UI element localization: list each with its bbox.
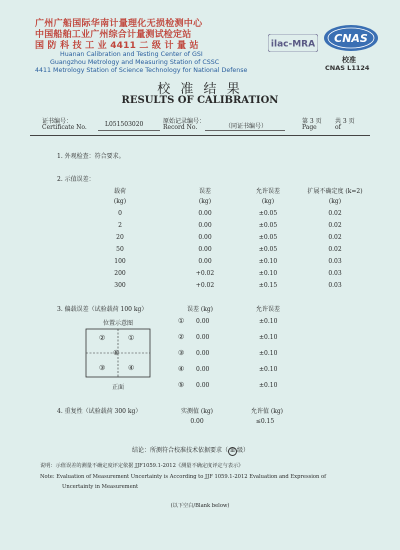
ilac-mra-logo (268, 34, 318, 52)
note-en-line-1: Note: Evaluation of Measurement Uncertainty is According to JJF 1059.1-2012 Evaluation and Expression of (40, 474, 327, 480)
eccentric-col-allowed: 允许误差 (255, 306, 281, 313)
section-eccentric-heading: 3. 偏载误差（试验载荷 100 kg） (57, 306, 148, 313)
uncertainty-value: 0.03 (328, 270, 342, 277)
section-appearance: 1. 外观检查：符合要求。 (57, 153, 125, 160)
section-repeatability-heading: 4. 重复性（试验载荷 300 kg） (57, 408, 142, 415)
unit-load: (kg) (113, 198, 127, 205)
cnas-logo (323, 24, 379, 52)
allowed-value: ±0.05 (258, 222, 278, 229)
load-value: 50 (116, 246, 124, 253)
unit-error: (kg) (198, 198, 212, 205)
cnas-label-zh: 校准 (342, 56, 356, 64)
marker-position-3: ③ (99, 364, 106, 372)
cert-number: L051503020 (105, 121, 144, 128)
record-label-zh: 原始记录编号： (163, 118, 206, 125)
allowed-value: ±0.10 (259, 318, 278, 325)
uncertainty-value: 0.03 (328, 258, 342, 265)
cnas-number: CNAS L1124 (325, 64, 370, 72)
record-label-en: Record No. (163, 124, 198, 131)
error-value: 0.00 (196, 334, 210, 341)
error-value: +0.02 (195, 270, 215, 277)
unit-uncertainty: (kg) (328, 198, 342, 205)
load-value: 200 (114, 270, 126, 277)
accuracy-class-badge: Ⅲ (228, 447, 237, 456)
error-value: 0.00 (198, 210, 212, 217)
note-en-line-2: Uncertainty in Measurement (62, 484, 139, 490)
section-indication-error-heading: 2. 示值误差： (57, 176, 95, 183)
conclusion (132, 445, 249, 456)
repeatability-measured-value: 0.00 (190, 418, 204, 425)
error-value: 0.00 (198, 258, 212, 265)
allowed-value: ±0.10 (258, 270, 278, 277)
position-marker: ④ (178, 365, 185, 373)
error-value: 0.00 (198, 222, 212, 229)
conclusion-suffix: 级） (237, 447, 250, 454)
position-marker: ① (178, 317, 185, 325)
svg-text:CNAS: CNAS (334, 32, 368, 45)
page-of-en: of (335, 124, 341, 131)
uncertainty-value: 0.02 (328, 234, 342, 241)
page-number-zh: 第 3 页 (302, 118, 322, 125)
uncertainty-value: 0.02 (328, 246, 342, 253)
col-header-allowed: 允许误差 (255, 188, 281, 195)
svg-text:ilac-MRA: ilac-MRA (270, 39, 316, 50)
position-marker: ③ (178, 349, 185, 357)
uncertainty-value: 0.02 (328, 210, 342, 217)
org-name-zh-1: 广州广船国际华南计量理化无损检测中心 (35, 19, 203, 29)
uncertainty-value: 0.02 (328, 222, 342, 229)
record-number: （同证书编号） (225, 123, 268, 130)
col-header-uncertainty: 扩展不确定度 (k=2) (307, 188, 363, 195)
load-value: 20 (116, 234, 124, 241)
allowed-value: ±0.10 (259, 382, 278, 389)
load-value: 0 (118, 210, 122, 217)
uncertainty-value: 0.03 (328, 282, 342, 289)
blank-below-note: (以下空白/Blank below) (170, 503, 230, 509)
org-name-en-2: Guangzhou Metrology and Measuring Station of CSSC (50, 59, 220, 66)
allowed-value: ±0.05 (258, 234, 278, 241)
allowed-value: ±0.05 (258, 246, 278, 253)
col-header-load: 载荷 (113, 188, 127, 195)
error-value: 0.00 (198, 246, 212, 253)
repeatability-col-measured: 实测值 (kg) (180, 408, 214, 415)
title-zh: 校 准 结 果 (157, 82, 243, 97)
cert-label-en: Certificate No. (42, 124, 87, 131)
load-value: 2 (118, 222, 122, 229)
cert-label-zh: 证书编号： (42, 118, 73, 125)
error-value: +0.02 (195, 282, 215, 289)
marker-position-2: ② (99, 334, 106, 342)
load-value: 100 (114, 258, 126, 265)
org-name-en-3: 4411 Metrology Station of Science Technology for National Defense (35, 67, 248, 74)
error-value: 0.00 (196, 350, 210, 357)
marker-position-4: ④ (128, 364, 135, 372)
position-marker: ② (178, 333, 185, 341)
org-name-en-1: Huanan Calibration and Testing Center of GSI (60, 51, 203, 58)
error-value: 0.00 (196, 366, 210, 373)
repeatability-allowed-value: ≤0.15 (255, 418, 275, 425)
error-value: 0.00 (196, 318, 210, 325)
marker-position-1: ① (128, 334, 135, 342)
repeatability-col-allowed: 允许值 (kg) (250, 408, 284, 415)
conclusion-text: 结论：所测符合校准技术依据要求（ (132, 447, 229, 454)
allowed-value: ±0.15 (258, 282, 278, 289)
org-name-zh-2: 中国船舶工业广州综合计量测试检定站 (35, 30, 192, 40)
allowed-value: ±0.10 (259, 350, 278, 357)
page-total-zh: 共 3 页 (335, 118, 355, 125)
error-value: 0.00 (198, 234, 212, 241)
position-marker: ⑤ (178, 381, 185, 389)
allowed-value: ±0.05 (258, 210, 278, 217)
header-divider (30, 135, 370, 136)
title-en: RESULTS OF CALIBRATION (121, 95, 279, 106)
col-header-error: 误差 (198, 188, 212, 195)
note-zh: 说明：示值误差的测量不确定度评定依据 JJF1059.1-2012《测量不确定度评定与表示》 (40, 463, 244, 469)
unit-allowed: (kg) (261, 198, 275, 205)
marker-position-5: ⑤ (113, 349, 120, 357)
allowed-value: ±0.10 (259, 334, 278, 341)
allowed-value: ±0.10 (258, 258, 278, 265)
error-value: 0.00 (196, 382, 210, 389)
eccentric-col-error: 误差 (kg) (186, 306, 214, 313)
load-value: 300 (114, 282, 126, 289)
org-name-zh-3: 国 防 科 技 工 业 4411 二 级 计 量 站 (35, 41, 199, 51)
page-label-en: Page (302, 124, 317, 131)
allowed-value: ±0.10 (259, 366, 278, 373)
diagram-front-label: 正面 (111, 384, 125, 391)
position-diagram-label: 位置示意图 (102, 320, 134, 327)
